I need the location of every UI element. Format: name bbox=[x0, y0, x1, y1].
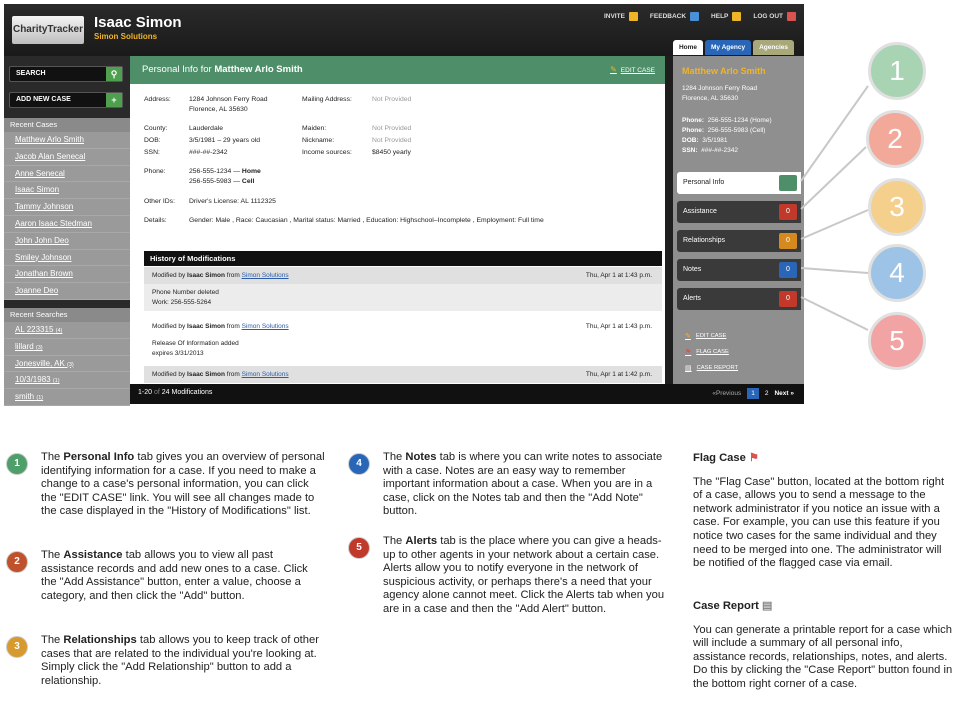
text-bold: Personal Info bbox=[63, 451, 135, 463]
logout-label: LOG OUT bbox=[753, 13, 783, 20]
phone-home-type: Home bbox=[241, 168, 261, 175]
flag-case-section bbox=[693, 452, 955, 571]
address-label: Address: bbox=[144, 96, 171, 103]
details-value: Gender: Male , Race: Caucasian , Marital status: Married , Education: Highschool–Incomplete , Employment: Full time bbox=[189, 217, 544, 224]
report-icon: ▤ bbox=[685, 365, 692, 372]
history-date: Thu, Apr 1 at 1:43 p.m. bbox=[585, 323, 652, 330]
history-line: Work: 256-555-5264 bbox=[152, 298, 212, 306]
search-count: (3) bbox=[67, 361, 74, 368]
callout-line-4 bbox=[801, 268, 868, 273]
explanation-text bbox=[41, 634, 326, 688]
help-label: HELP bbox=[711, 13, 729, 20]
flag-case-heading bbox=[693, 452, 955, 466]
search-term: 10/3/1983 bbox=[15, 375, 51, 385]
other-ids-value: Driver's License: AL 1112325 bbox=[189, 198, 276, 205]
explanation-personal-info bbox=[6, 451, 326, 536]
callout-circle-1: 1 bbox=[868, 42, 926, 100]
modified-from: from bbox=[224, 371, 242, 378]
phone-label: Phone: bbox=[682, 117, 705, 124]
modified-by-user: Isaac Simon bbox=[187, 371, 225, 378]
recent-searches-heading: Recent Searches bbox=[4, 308, 130, 322]
user-org: Simon Solutions bbox=[94, 32, 158, 41]
history-date: Thu, Apr 1 at 1:42 p.m. bbox=[585, 371, 652, 378]
callout-line-3 bbox=[801, 210, 868, 239]
title-name: Matthew Arlo Smith bbox=[214, 64, 303, 75]
of-text: of bbox=[153, 389, 160, 396]
number-badge-3: 3 bbox=[6, 636, 28, 658]
callout-circle-5: 5 bbox=[868, 312, 926, 370]
case-addr2: Florence, AL 35630 bbox=[682, 95, 739, 102]
callout-circle-3: 3 bbox=[868, 178, 926, 236]
tab-count: 0 bbox=[779, 204, 797, 220]
text-bold: Assistance bbox=[63, 549, 123, 561]
pencil-icon: ✎ bbox=[610, 65, 617, 74]
search-term: smith bbox=[15, 392, 35, 402]
address-line2: Florence, AL 35630 bbox=[189, 106, 248, 113]
tab-home[interactable]: Home bbox=[673, 40, 703, 55]
tab-my-agency[interactable]: My Agency bbox=[705, 40, 751, 55]
tab-label: Notes bbox=[683, 266, 702, 273]
ssn-value: ###-##-2342 bbox=[701, 147, 739, 154]
recent-cases-heading: Recent Cases bbox=[4, 118, 130, 132]
text-bold: Notes bbox=[405, 451, 437, 463]
maiden-value: Not Provided bbox=[372, 125, 412, 132]
org-link[interactable]: Simon Solutions bbox=[241, 323, 289, 330]
county-value: Lauderdale bbox=[189, 125, 224, 132]
dob-label: DOB: bbox=[682, 137, 699, 144]
previous-page[interactable]: «Previous bbox=[712, 390, 742, 397]
flag-icon: ⚑ bbox=[748, 452, 759, 464]
tab-count: 0 bbox=[779, 262, 797, 278]
nickname-label: Nickname: bbox=[302, 137, 335, 144]
mailing-value: Not Provided bbox=[372, 96, 412, 103]
callout-circle-2: 2 bbox=[866, 110, 924, 168]
case-name: Matthew Arlo Smith bbox=[682, 66, 766, 76]
number-badge-2: 2 bbox=[6, 551, 28, 573]
nickname-value: Not Provided bbox=[372, 137, 412, 144]
explanation-text bbox=[383, 451, 668, 519]
number-badge-4: 4 bbox=[348, 453, 370, 475]
maiden-label: Maiden: bbox=[302, 125, 327, 132]
modified-by-user: Isaac Simon bbox=[187, 272, 225, 279]
details-label: Details: bbox=[144, 217, 167, 224]
search-term: lillard bbox=[15, 341, 34, 351]
range-text: 1-20 bbox=[138, 389, 153, 396]
text-before: The bbox=[41, 451, 64, 463]
search-label: SEARCH bbox=[16, 70, 46, 77]
search-count: (4) bbox=[55, 328, 63, 334]
explanation-assistance bbox=[6, 549, 326, 624]
recent-case-link[interactable]: John John Deo bbox=[4, 233, 130, 250]
explanation-text bbox=[41, 549, 326, 603]
case-report-heading bbox=[693, 600, 955, 614]
phone-home-value: 256-555-1234 (Home) bbox=[707, 117, 772, 124]
callout-line-5 bbox=[801, 297, 868, 330]
income-label: Income sources: bbox=[302, 149, 352, 156]
modified-by-user: Isaac Simon bbox=[187, 323, 225, 330]
dob-value: 3/5/1981 – 29 years old bbox=[189, 137, 261, 144]
link-label: EDIT CASE bbox=[695, 333, 727, 339]
charitytracker-logo[interactable]: CharityTracker bbox=[12, 16, 84, 44]
ssn-label: SSN: bbox=[144, 149, 160, 156]
modified-by-prefix: Modified by bbox=[152, 371, 188, 378]
recent-case-link[interactable]: Smiley Johnson bbox=[4, 250, 130, 267]
modified-from: from bbox=[224, 272, 242, 279]
history-line: Release Of Information added bbox=[152, 340, 239, 347]
history-date: Thu, Apr 1 at 1:43 p.m. bbox=[585, 272, 652, 279]
history-heading: History of Modifications bbox=[144, 251, 662, 266]
explanation-text bbox=[41, 451, 326, 519]
link-label: FLAG CASE bbox=[696, 349, 729, 355]
county-label: County: bbox=[144, 125, 168, 132]
modified-by-prefix: Modified by bbox=[152, 323, 188, 330]
ssn-value: ###-##-2342 bbox=[189, 149, 228, 156]
phone-cell-type: Cell bbox=[241, 178, 255, 185]
callout-line-1 bbox=[801, 86, 868, 181]
explanation-relationships bbox=[6, 634, 326, 694]
history-line: expires 3/31/2013 bbox=[152, 349, 204, 357]
callout-circle-4: 4 bbox=[868, 244, 926, 302]
total-text: 24 Modifications bbox=[161, 389, 213, 396]
explanation-notes bbox=[348, 451, 668, 526]
org-link[interactable]: Simon Solutions bbox=[241, 272, 289, 279]
case-report-title: Case Report bbox=[693, 600, 759, 612]
next-page[interactable]: Next » bbox=[774, 390, 794, 397]
mailing-label: Mailing Address: bbox=[302, 96, 352, 103]
search-count: (3) bbox=[35, 344, 43, 351]
text-bold: Alerts bbox=[405, 535, 438, 547]
page-1[interactable]: 1 bbox=[747, 388, 759, 399]
pencil-icon: ✎ bbox=[685, 333, 691, 340]
search-term: Jonesville, AK bbox=[15, 358, 65, 368]
tab-label: Assistance bbox=[683, 208, 717, 215]
search-count: (1) bbox=[36, 395, 44, 402]
flag-case-text: The "Flag Case" button, located at the bottom right of a case, allows you to send a message to the network administrator if you notice an issue with a case. For example, you can use this feature if you notice two cases for the same individual and they need to be merged into one. The administrator will be notified of the flagged case via email. bbox=[693, 475, 945, 570]
phone-label: Phone: bbox=[682, 127, 705, 134]
tab-count: 0 bbox=[779, 291, 797, 307]
text-after: tab gives you an overview of personal identifying information for a case. If you need to make a change to a case's personal information, you can click the "EDIT CASE" link. You will see all changes made to the case displayed in the "History of Modifications" list. bbox=[41, 451, 325, 518]
search-count: (1) bbox=[52, 378, 60, 385]
search-term: AL 223315 bbox=[15, 325, 54, 334]
title-prefix: Personal Info for bbox=[142, 64, 215, 75]
recent-case-link[interactable]: Isaac Simon bbox=[4, 182, 130, 199]
add-new-case-label: ADD NEW CASE bbox=[16, 96, 71, 103]
recent-case-link[interactable]: Tammy Johnson bbox=[4, 199, 130, 216]
phone-cell-number: 256-555-5983 — bbox=[189, 178, 242, 185]
other-ids-label: Other IDs: bbox=[144, 198, 175, 205]
user-name: Isaac Simon bbox=[94, 14, 182, 31]
edit-case-label: EDIT CASE bbox=[620, 67, 655, 74]
explanation-alerts bbox=[348, 535, 668, 655]
invite-label: INVITE bbox=[603, 13, 625, 20]
text-bold: Relationships bbox=[63, 634, 137, 646]
tab-label: Personal Info bbox=[683, 179, 725, 186]
tab-agencies[interactable]: Agencies bbox=[753, 40, 794, 55]
text-after: tab is where you can write notes to associate with a case. Notes are an easy way to remember important information about a case. When you are in a case, click on the Notes tab and then the "Add Note" button. bbox=[383, 451, 663, 518]
dob-label: DOB: bbox=[144, 137, 161, 144]
number-badge-1: 1 bbox=[6, 453, 28, 475]
callout-line-2 bbox=[801, 147, 866, 209]
case-report-text: You can generate a printable report for a case which will include a summary of all personal info, assistance records, relationships, notes, and alerts. Do this by clicking the "Case Report" button found in the bottom right corner of a case. bbox=[693, 623, 953, 690]
recent-case-link[interactable]: Anne Senecal bbox=[4, 166, 130, 183]
text-after: tab allows you to view all past assistance records and add new ones to a case. Click the "Add Assistance" button, enter a value, choose a category, and then click the "Add" button. bbox=[41, 549, 308, 602]
income-value: $8450 yearly bbox=[372, 149, 411, 156]
recent-case-link[interactable]: Matthew Arlo Smith bbox=[4, 132, 130, 149]
flag-case-title: Flag Case bbox=[693, 452, 746, 464]
flag-icon: ⚑ bbox=[685, 349, 692, 356]
org-link[interactable]: Simon Solutions bbox=[241, 371, 289, 378]
ssn-label: SSN: bbox=[682, 147, 698, 154]
report-icon: ▤ bbox=[762, 600, 773, 612]
text-after: tab is the place where you can give a heads-up to other agents in your network about a certain case. Alerts allow you to notify everyone in the network of suspicious activity, or perhaps there's a need that your agency alone cannot meet. Click the Alerts tab when you are in a case and then the "Add Alert" button. bbox=[383, 535, 665, 615]
link-label: CASE REPORT bbox=[696, 365, 739, 371]
recent-case-link[interactable]: Jonathan Brown bbox=[4, 266, 130, 283]
address-line1: 1284 Johnson Ferry Road bbox=[189, 96, 268, 103]
text-before: The bbox=[41, 634, 64, 646]
modified-by-prefix: Modified by bbox=[152, 272, 188, 279]
recent-case-link[interactable]: Jacob Alan Senecal bbox=[4, 149, 130, 166]
number-badge-5: 5 bbox=[348, 537, 370, 559]
recent-case-link[interactable]: Aaron Isaac Stedman bbox=[4, 216, 130, 233]
recent-case-link[interactable]: Joanne Deo bbox=[4, 283, 130, 300]
plus-icon: + bbox=[106, 93, 122, 107]
tab-label: Alerts bbox=[683, 295, 701, 302]
search-icon: ⚲ bbox=[106, 67, 122, 81]
tab-label: Relationships bbox=[683, 237, 726, 244]
history-line: Phone Number deleted bbox=[152, 289, 219, 296]
feedback-label: FEEDBACK bbox=[649, 13, 687, 20]
text-before: The bbox=[383, 535, 406, 547]
page-2[interactable]: 2 bbox=[764, 390, 769, 397]
case-addr1: 1284 Johnson Ferry Road bbox=[682, 85, 758, 92]
phone-label: Phone: bbox=[144, 168, 166, 175]
tab-count: 0 bbox=[779, 233, 797, 249]
case-report-section bbox=[693, 600, 955, 692]
modified-from: from bbox=[224, 323, 242, 330]
phone-cell-value: 256-555-5983 (Cell) bbox=[707, 127, 766, 134]
dob-value: 3/5/1981 bbox=[702, 137, 728, 144]
text-after: tab allows you to keep track of other cases that are related to the individual you're looking at. Simply click the "Add Relationship" button to add a relationship. bbox=[41, 634, 319, 687]
text-before: The bbox=[383, 451, 406, 463]
phone-home-number: 256-555-1234 — bbox=[189, 168, 242, 175]
text-before: The bbox=[41, 549, 64, 561]
explanation-text bbox=[383, 535, 668, 617]
